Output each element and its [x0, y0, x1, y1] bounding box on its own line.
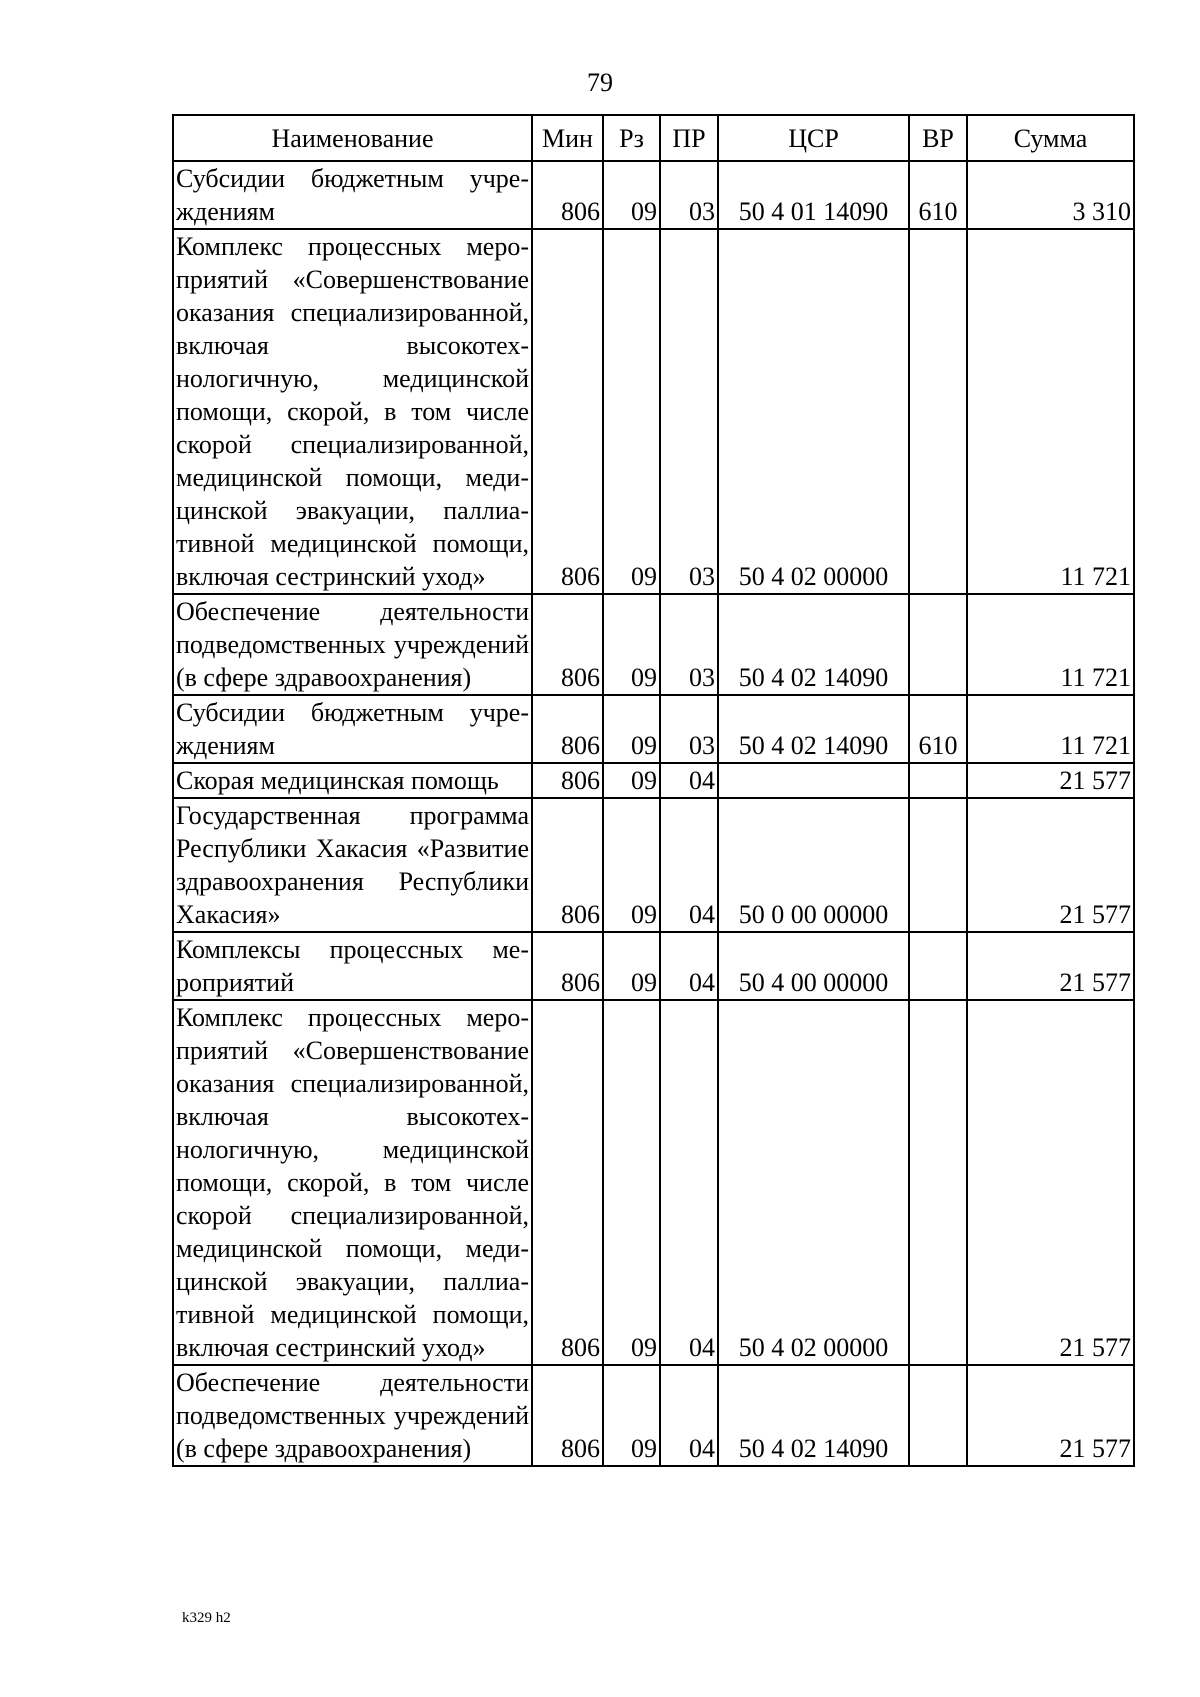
cell-name: Комплекс процессных мероприятий «Совершенствование оказания специализированной, включая высокотехнологичную, медицинской помощи, скорой, в том числе скорой специализированной, медицинской помощи, медицинской эвакуации, паллиативной медицинской помощи, включая сестринский уход» — [173, 1000, 532, 1365]
cell-pr: 03 — [660, 695, 718, 763]
cell-min: 806 — [532, 695, 603, 763]
cell-csr: 50 4 01 14090 — [718, 161, 909, 229]
cell-min: 806 — [532, 798, 603, 932]
header-min: Мин — [532, 115, 603, 161]
cell-rz: 09 — [603, 932, 660, 1000]
cell-vr — [909, 932, 967, 1000]
cell-name: Комплекс процессных мероприятий «Совершенствование оказания специализированной, включая высокотехнологичную, медицинской помощи, скорой, в том числе скорой специализированной, медицинской помощи, медицинской эвакуации, паллиативной медицинской помощи, включая сестринский уход» — [173, 229, 532, 594]
cell-min: 806 — [532, 932, 603, 1000]
cell-pr: 03 — [660, 594, 718, 695]
cell-pr: 03 — [660, 229, 718, 594]
cell-pr: 04 — [660, 1000, 718, 1365]
cell-sum: 3 310 — [967, 161, 1134, 229]
cell-csr — [718, 763, 909, 798]
footer-code: k329 h2 — [182, 1610, 231, 1626]
cell-sum: 11 721 — [967, 594, 1134, 695]
cell-rz: 09 — [603, 1000, 660, 1365]
page-number: 79 — [587, 68, 613, 97]
cell-name: Субсидии бюджетным учреждениям — [173, 695, 532, 763]
cell-csr: 50 4 02 14090 — [718, 594, 909, 695]
cell-sum: 21 577 — [967, 932, 1134, 1000]
header-name: Наименование — [173, 115, 532, 161]
cell-csr: 50 0 00 00000 — [718, 798, 909, 932]
budget-table — [172, 114, 1135, 1467]
cell-csr: 50 4 02 14090 — [718, 695, 909, 763]
cell-csr: 50 4 02 00000 — [718, 229, 909, 594]
cell-vr: 610 — [909, 161, 967, 229]
table-row — [173, 695, 1134, 763]
cell-min: 806 — [532, 763, 603, 798]
cell-name: Обеспечение деятельности подведомственных учреждений (в сфере здравоохранения) — [173, 1365, 532, 1466]
cell-name: Субсидии бюджетным учреждениям — [173, 161, 532, 229]
cell-sum: 21 577 — [967, 1000, 1134, 1365]
cell-vr — [909, 1000, 967, 1365]
cell-rz: 09 — [603, 798, 660, 932]
cell-min: 806 — [532, 161, 603, 229]
cell-min: 806 — [532, 594, 603, 695]
cell-rz: 09 — [603, 229, 660, 594]
table-row — [173, 161, 1134, 229]
cell-rz: 09 — [603, 695, 660, 763]
header-sum: Сумма — [967, 115, 1134, 161]
cell-pr: 04 — [660, 798, 718, 932]
cell-min: 806 — [532, 229, 603, 594]
table-row — [173, 763, 1134, 798]
cell-pr: 04 — [660, 932, 718, 1000]
cell-name: Скорая медицинская помощь — [173, 763, 532, 798]
cell-rz: 09 — [603, 161, 660, 229]
cell-csr: 50 4 02 14090 — [718, 1365, 909, 1466]
header-vr: ВР — [909, 115, 967, 161]
cell-pr: 04 — [660, 763, 718, 798]
cell-csr: 50 4 00 00000 — [718, 932, 909, 1000]
cell-min: 806 — [532, 1365, 603, 1466]
cell-csr: 50 4 02 00000 — [718, 1000, 909, 1365]
table-row — [173, 932, 1134, 1000]
cell-name: Комплексы процессных мероприятий — [173, 932, 532, 1000]
cell-vr — [909, 229, 967, 594]
cell-vr — [909, 763, 967, 798]
table-header-row — [173, 115, 1134, 161]
table-row — [173, 1365, 1134, 1466]
cell-sum: 11 721 — [967, 229, 1134, 594]
header-csr: ЦСР — [718, 115, 909, 161]
cell-sum: 21 577 — [967, 1365, 1134, 1466]
cell-vr: 610 — [909, 695, 967, 763]
cell-vr — [909, 1365, 967, 1466]
cell-sum: 21 577 — [967, 763, 1134, 798]
cell-rz: 09 — [603, 763, 660, 798]
header-rz: Рз — [603, 115, 660, 161]
table-row — [173, 594, 1134, 695]
cell-sum: 11 721 — [967, 695, 1134, 763]
cell-pr: 04 — [660, 1365, 718, 1466]
cell-vr — [909, 798, 967, 932]
cell-vr — [909, 594, 967, 695]
table-row — [173, 229, 1134, 594]
table-row — [173, 1000, 1134, 1365]
header-pr: ПР — [660, 115, 718, 161]
cell-sum: 21 577 — [967, 798, 1134, 932]
table-row — [173, 798, 1134, 932]
cell-rz: 09 — [603, 594, 660, 695]
cell-min: 806 — [532, 1000, 603, 1365]
cell-rz: 09 — [603, 1365, 660, 1466]
cell-name: Обеспечение деятельности подведомственных учреждений (в сфере здравоохранения) — [173, 594, 532, 695]
cell-pr: 03 — [660, 161, 718, 229]
cell-name: Государственная программа Республики Хакасия «Развитие здравоохранения Республики Хакасия» — [173, 798, 532, 932]
